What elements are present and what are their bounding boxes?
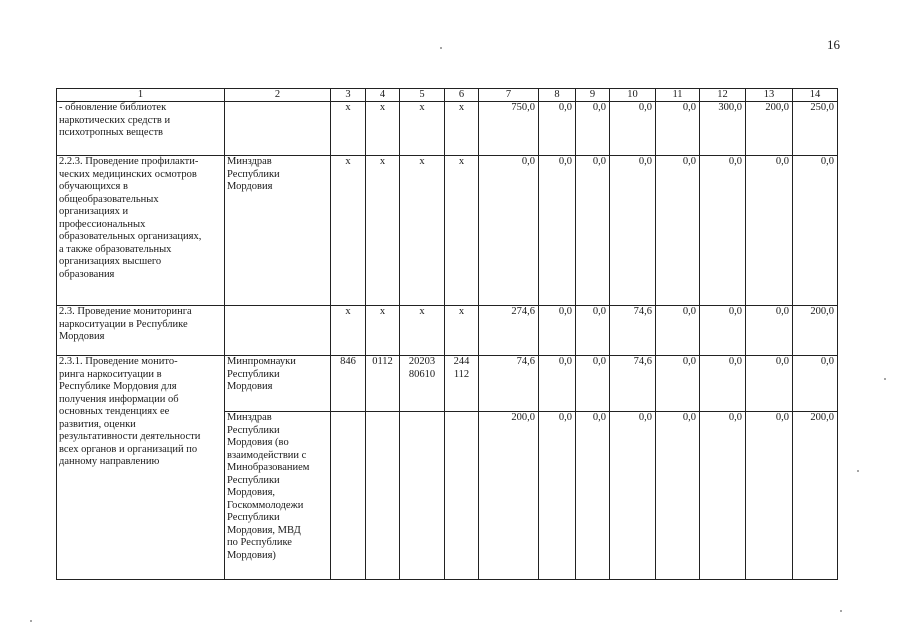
activity-name-line: данному направлению	[59, 456, 160, 467]
value-cell: 0,0	[539, 156, 576, 306]
executor-line: Республики	[227, 168, 280, 180]
value-cell: 0,0	[746, 306, 793, 356]
activity-name-line: обучающихся в	[59, 181, 128, 192]
executor-line: Мордовия,	[227, 487, 276, 498]
activity-name-cell	[57, 356, 225, 580]
header-cell: 10	[610, 89, 656, 102]
executor-line: Республики	[227, 512, 280, 523]
table-row	[57, 306, 838, 356]
code-cell-c6: х	[445, 102, 479, 156]
code-cell-c4: 0112	[366, 356, 400, 412]
code-cell-c6: 244 112	[445, 356, 479, 412]
activity-name-line: общеобразовательных	[59, 193, 159, 205]
value-cell: 0,0	[576, 356, 610, 412]
value-cell: 74,6	[610, 306, 656, 356]
executor-line: Минпромнауки	[227, 356, 296, 367]
scan-speck	[857, 470, 859, 472]
activity-name-cell	[57, 306, 225, 356]
executor-line: Мордовия	[227, 381, 273, 392]
value-cell: 200,0	[793, 412, 838, 580]
executor-line: по Республике	[227, 537, 292, 548]
executor-line: Мордовия	[227, 181, 273, 192]
header-cell: 4	[366, 89, 400, 102]
activity-name-line: профессиональных	[59, 218, 146, 230]
header-cell: 12	[700, 89, 746, 102]
value-cell: 0,0	[700, 356, 746, 412]
value-cell: 0,0	[746, 356, 793, 412]
header-cell: 8	[539, 89, 576, 102]
activity-name-line: организациях и	[59, 206, 129, 217]
activity-name-line: развития, оценки	[59, 418, 136, 430]
value-cell: 0,0	[656, 156, 700, 306]
value-cell: 200,0	[793, 306, 838, 356]
code-cell-c4: х	[366, 102, 400, 156]
activity-name-line: всех органов и организаций по	[59, 443, 198, 455]
table-row	[57, 102, 838, 156]
header-cell: 5	[400, 89, 445, 102]
activity-name-line: психотропных веществ	[59, 127, 164, 138]
activity-name-line: 2.3. Проведение мониторинга	[59, 306, 192, 317]
executor-line: Мордовия)	[227, 549, 276, 561]
value-cell: 74,6	[610, 356, 656, 412]
header-row	[57, 89, 838, 102]
activity-name-line: ринга наркоситуации в	[59, 368, 162, 380]
activity-name-line: результативности деятельности	[59, 431, 201, 442]
executor-line: Минздрав	[227, 156, 272, 167]
value-cell: 0,0	[576, 102, 610, 156]
code-cell-c6: х	[445, 306, 479, 356]
scan-speck	[840, 610, 842, 612]
code-cell-c6	[445, 412, 479, 580]
value-cell: 0,0	[793, 356, 838, 412]
header-cell: 11	[656, 89, 700, 102]
activity-name-line: 2.3.1. Проведение монито-	[59, 356, 178, 367]
code-cell-c5: х	[400, 102, 445, 156]
value-cell: 250,0	[793, 102, 838, 156]
executor-line: Мордовия, МВД	[227, 524, 301, 536]
executor-line: Мордовия (во	[227, 437, 289, 448]
value-cell: 0,0	[610, 102, 656, 156]
executor-line: Госкоммолодежи	[227, 499, 304, 511]
header-cell: 1	[57, 89, 225, 102]
value-cell: 200,0	[746, 102, 793, 156]
value-cell: 0,0	[539, 412, 576, 580]
code-cell-c5: х	[400, 156, 445, 306]
scan-speck	[440, 47, 442, 49]
code-cell-c3: х	[331, 156, 366, 306]
activity-name-line: получения информации об	[59, 393, 179, 405]
code-cell-c3	[331, 412, 366, 580]
header-cell: 2	[225, 89, 331, 102]
value-cell: 300,0	[700, 102, 746, 156]
scan-speck	[30, 620, 32, 622]
activity-name-line: Республике Мордовия для	[59, 381, 177, 392]
table-row	[57, 156, 838, 306]
header-cell: 14	[793, 89, 838, 102]
executor-cell	[225, 356, 331, 412]
value-cell: 0,0	[576, 156, 610, 306]
code-cell-c5: х	[400, 306, 445, 356]
value-cell: 0,0	[656, 102, 700, 156]
activity-name-cell	[57, 102, 225, 156]
activity-name-line: организациях высшего	[59, 256, 162, 267]
header-cell: 9	[576, 89, 610, 102]
value-cell: 0,0	[656, 306, 700, 356]
code-cell-c3: х	[331, 102, 366, 156]
value-cell: 0,0	[700, 156, 746, 306]
executor-line: взаимодействии с	[227, 449, 307, 461]
executor-cell	[225, 306, 331, 356]
code-cell-c4: х	[366, 306, 400, 356]
activity-name-cell	[57, 156, 225, 306]
header-cell: 7	[479, 89, 539, 102]
value-cell: 0,0	[539, 102, 576, 156]
code-cell-c4: х	[366, 156, 400, 306]
value-cell: 0,0	[576, 306, 610, 356]
value-cell: 0,0	[746, 412, 793, 580]
activity-name-line: ческих медицинских осмотров	[59, 168, 197, 180]
value-cell: 0,0	[539, 306, 576, 356]
activity-name-line: 2.2.3. Проведение профилакти-	[59, 156, 199, 167]
activity-name-line: а также образовательных	[59, 243, 172, 255]
value-cell: 0,0	[610, 156, 656, 306]
executor-cell	[225, 102, 331, 156]
code-cell-c6: х	[445, 156, 479, 306]
code-cell-c3: 846	[331, 356, 366, 412]
header-cell: 6	[445, 89, 479, 102]
value-cell: 0,0	[656, 356, 700, 412]
value-cell: 0,0	[700, 412, 746, 580]
value-cell: 0,0	[656, 412, 700, 580]
value-cell: 0,0	[700, 306, 746, 356]
header-cell: 13	[746, 89, 793, 102]
budget-table	[56, 88, 838, 580]
executor-line: Республики	[227, 474, 280, 486]
executor-cell	[225, 412, 331, 580]
activity-name-line: образовательных организациях,	[59, 231, 202, 242]
value-cell: 0,0	[746, 156, 793, 306]
code-cell-c4	[366, 412, 400, 580]
activity-name-line: основных тенденциях ее	[59, 406, 170, 417]
executor-cell	[225, 156, 331, 306]
activity-name-line: Мордовия	[59, 331, 105, 342]
executor-line: Республики	[227, 368, 280, 380]
value-cell: 0,0	[610, 412, 656, 580]
value-cell: 200,0	[479, 412, 539, 580]
value-cell: 74,6	[479, 356, 539, 412]
activity-name-line: - обновление библиотек	[59, 102, 167, 113]
code-cell-c5: 20203 80610	[400, 356, 445, 412]
page-number: 16	[827, 37, 840, 52]
value-cell: 750,0	[479, 102, 539, 156]
code-cell-c5	[400, 412, 445, 580]
value-cell: 0,0	[793, 156, 838, 306]
table-row	[57, 356, 838, 412]
value-cell: 0,0	[576, 412, 610, 580]
value-cell: 274,6	[479, 306, 539, 356]
value-cell: 0,0	[479, 156, 539, 306]
executor-line: Минздрав	[227, 412, 272, 423]
header-cell: 3	[331, 89, 366, 102]
value-cell: 0,0	[539, 356, 576, 412]
executor-line: Республики	[227, 424, 280, 436]
code-cell-c3: х	[331, 306, 366, 356]
activity-name-line: наркотических средств и	[59, 114, 171, 126]
executor-line: Минобразованием	[227, 462, 310, 473]
scan-speck	[884, 378, 886, 380]
activity-name-line: наркоситуации в Республике	[59, 318, 188, 330]
activity-name-line: образования	[59, 268, 115, 280]
